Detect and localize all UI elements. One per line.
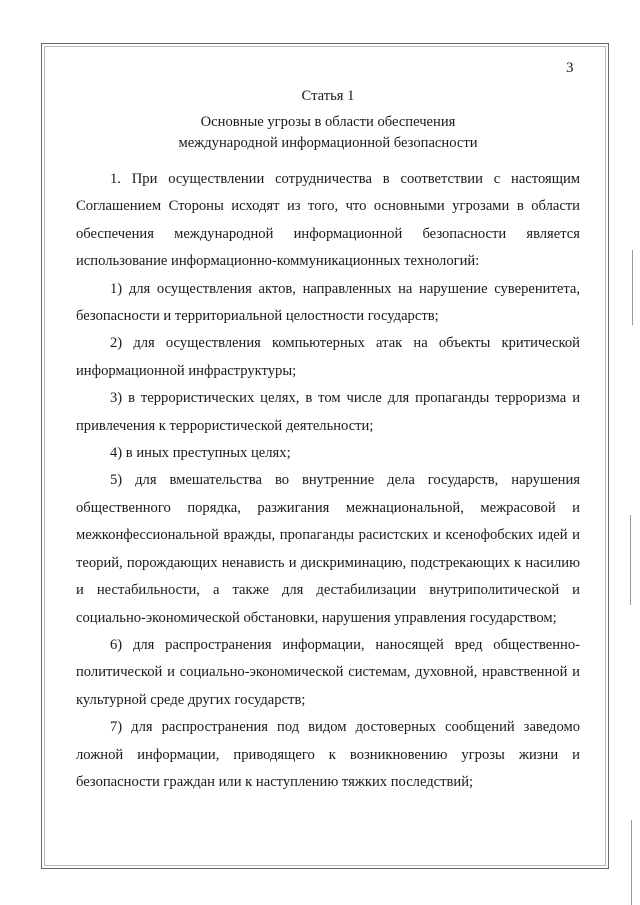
paragraph: 4) в иных преступных целях; <box>110 445 291 462</box>
paragraph: 2) для осуществления компьютерных атак на объекты критической информационной инфраструктуры; <box>76 335 580 379</box>
paragraph: 1) для осуществления актов, направленных на нарушение суверенитета, безопасности и территориальной целостности государств; <box>76 280 580 325</box>
scan-artifact <box>632 250 633 325</box>
scan-artifact <box>631 820 632 905</box>
paragraph: 3) в террористических целях, в том числе для пропаганды терроризма и привлечения к террористической деятельности; <box>76 390 580 434</box>
paragraph: 6) для распространения информации, наносящей вред общественно-политической и социально-экономической системам, духовной, нравственной и культурной среде других государств; <box>76 636 580 708</box>
document-body <box>76 86 580 796</box>
article-title: Статья 1 <box>301 88 355 104</box>
page-number: 3 <box>566 60 574 76</box>
scan-artifact <box>630 515 631 605</box>
article-subtitle-line-2: международной информационной безопасности <box>178 135 478 151</box>
paragraph: 5) для вмешательства во внутренние дела государств, нарушения общественного порядка, разжигания межнациональной, межрасовой и межконфессиональной вражды, пропаганды расистских и ксенофобских идей и теорий, порождающих ненависть и дискриминацию, подстрекающих к насилию и нестабильности, а также для дестабилизации внутриполитической и социально-экономической обстановки, нарушения управления государством; <box>76 472 580 626</box>
article-subtitle-line-1: Основные угрозы в области обеспечения <box>200 114 456 130</box>
paragraph: 1. При осуществлении сотрудничества в соответствии с настоящим Соглашением Стороны исходят из того, что основными угрозами в области обеспечения международной информационной безопасности является использование информационно-коммуникационных технологий: <box>76 171 580 270</box>
paragraph: 7) для распространения под видом достоверных сообщений заведомо ложной информации, приводящего к возникновению угрозы жизни и безопасности граждан или к наступлению тяжких последствий; <box>76 719 580 790</box>
